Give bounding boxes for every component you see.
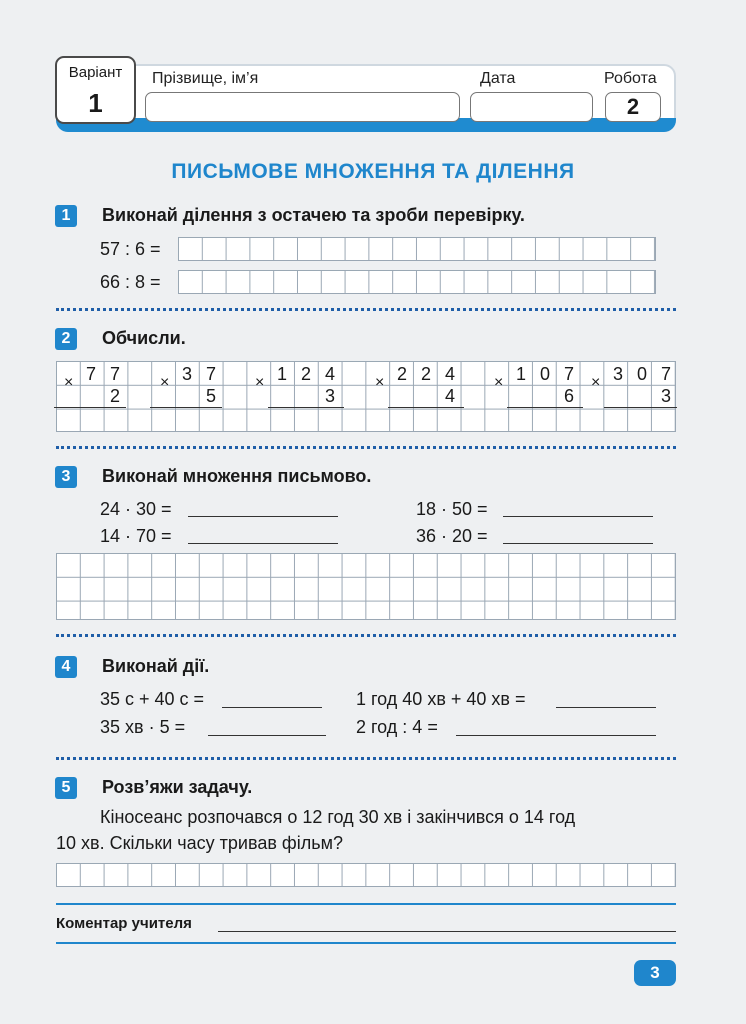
date-field[interactable] [470, 92, 593, 122]
digit: 1 [515, 364, 526, 384]
task-4-expression-1: 35 с + 40 с = [100, 689, 205, 709]
task-1-expression-1: 57 : 6 = [100, 239, 161, 259]
task-1-answer-grid-2[interactable] [178, 270, 656, 294]
digit: 2 [396, 364, 407, 384]
digit: 7 [85, 364, 96, 384]
date-label: Дата [480, 70, 516, 87]
task-1-badge: 1 [55, 205, 77, 227]
task-2-title: Обчисли. [102, 328, 186, 348]
task-3-expression-2: 18 · 50 = [416, 499, 488, 519]
result-line [150, 407, 222, 408]
digit: 3 [612, 364, 623, 384]
section-separator [56, 634, 676, 637]
task-1-answer-grid-1[interactable] [178, 237, 656, 261]
task-4-expression-3: 35 хв · 5 = [100, 717, 186, 737]
digit: 7 [109, 364, 120, 384]
page-number: 3 [634, 960, 676, 986]
digit: 0 [636, 364, 647, 384]
work-label: Робота [604, 70, 657, 87]
multiply-sign: × [255, 374, 265, 391]
digit: 3 [660, 386, 671, 406]
task-3-badge: 3 [55, 466, 77, 488]
task-5-answer-grid[interactable] [56, 863, 676, 887]
digit: 7 [205, 364, 216, 384]
digit: 5 [205, 386, 216, 406]
result-line [507, 407, 583, 408]
digit: 0 [539, 364, 550, 384]
comment-bottom-line [56, 942, 676, 944]
digit: 1 [276, 364, 287, 384]
digit: 2 [300, 364, 311, 384]
comment-top-line [56, 903, 676, 905]
answer-blank[interactable] [208, 735, 326, 736]
answer-blank[interactable] [188, 516, 338, 517]
result-line [388, 407, 464, 408]
task-5-text-line-2: 10 хв. Скільки часу тривав фільм? [56, 833, 343, 853]
multiply-sign: × [494, 374, 504, 391]
task-1-expression-2: 66 : 8 = [100, 272, 161, 292]
name-label: Прізвище, ім’я [152, 70, 259, 87]
task-1-title: Виконай ділення з остачею та зроби перевірку. [102, 205, 525, 225]
section-separator [56, 446, 676, 449]
section-separator [56, 757, 676, 760]
answer-blank[interactable] [503, 516, 653, 517]
result-line [268, 407, 344, 408]
variant-box [55, 56, 136, 124]
work-number: 2 [605, 92, 661, 122]
task-4-expression-2: 1 год 40 хв + 40 хв = [356, 689, 526, 709]
digit: 7 [660, 364, 671, 384]
task-2-badge: 2 [55, 328, 77, 350]
digit: 3 [324, 386, 335, 406]
digit: 4 [444, 364, 455, 384]
section-separator [56, 308, 676, 311]
task-3-grid[interactable] [56, 553, 676, 620]
comment-field[interactable] [218, 931, 676, 932]
variant-label: Варіант [68, 64, 123, 81]
result-line [604, 407, 677, 408]
task-3-expression-3: 14 · 70 = [100, 526, 172, 546]
task-4-badge: 4 [55, 656, 77, 678]
variant-number: 1 [88, 88, 103, 118]
result-line [54, 407, 126, 408]
task-2-grid[interactable] [56, 361, 676, 432]
task-4-title: Виконай дії. [102, 656, 210, 676]
multiply-sign: × [160, 374, 170, 391]
task-5-text-line-1: Кіносеанс розпочався о 12 год 30 хв і закінчився о 14 год [100, 807, 576, 827]
answer-blank[interactable] [556, 707, 656, 708]
digit: 2 [109, 386, 120, 406]
answer-blank[interactable] [503, 543, 653, 544]
task-4-expression-4: 2 год : 4 = [356, 717, 438, 737]
digit: 3 [181, 364, 192, 384]
answer-blank[interactable] [188, 543, 338, 544]
task-3-title: Виконай множення письмово. [102, 466, 372, 486]
name-field[interactable] [145, 92, 460, 122]
multiply-sign: × [64, 374, 74, 391]
task-5-title: Розв’яжи задачу. [102, 777, 253, 797]
answer-blank[interactable] [222, 707, 322, 708]
multiply-sign: × [591, 374, 601, 391]
answer-blank[interactable] [456, 735, 656, 736]
task-5-badge: 5 [55, 777, 77, 799]
task-3-expression-1: 24 · 30 = [100, 499, 172, 519]
comment-label: Коментар учителя [56, 915, 192, 932]
multiply-sign: × [375, 374, 385, 391]
page-title: ПИСЬМОВЕ МНОЖЕННЯ ТА ДІЛЕННЯ [171, 160, 575, 183]
task-3-expression-4: 36 · 20 = [416, 526, 488, 546]
digit: 4 [324, 364, 335, 384]
digit: 7 [563, 364, 574, 384]
digit: 6 [563, 386, 574, 406]
digit: 4 [444, 386, 455, 406]
digit: 2 [420, 364, 431, 384]
